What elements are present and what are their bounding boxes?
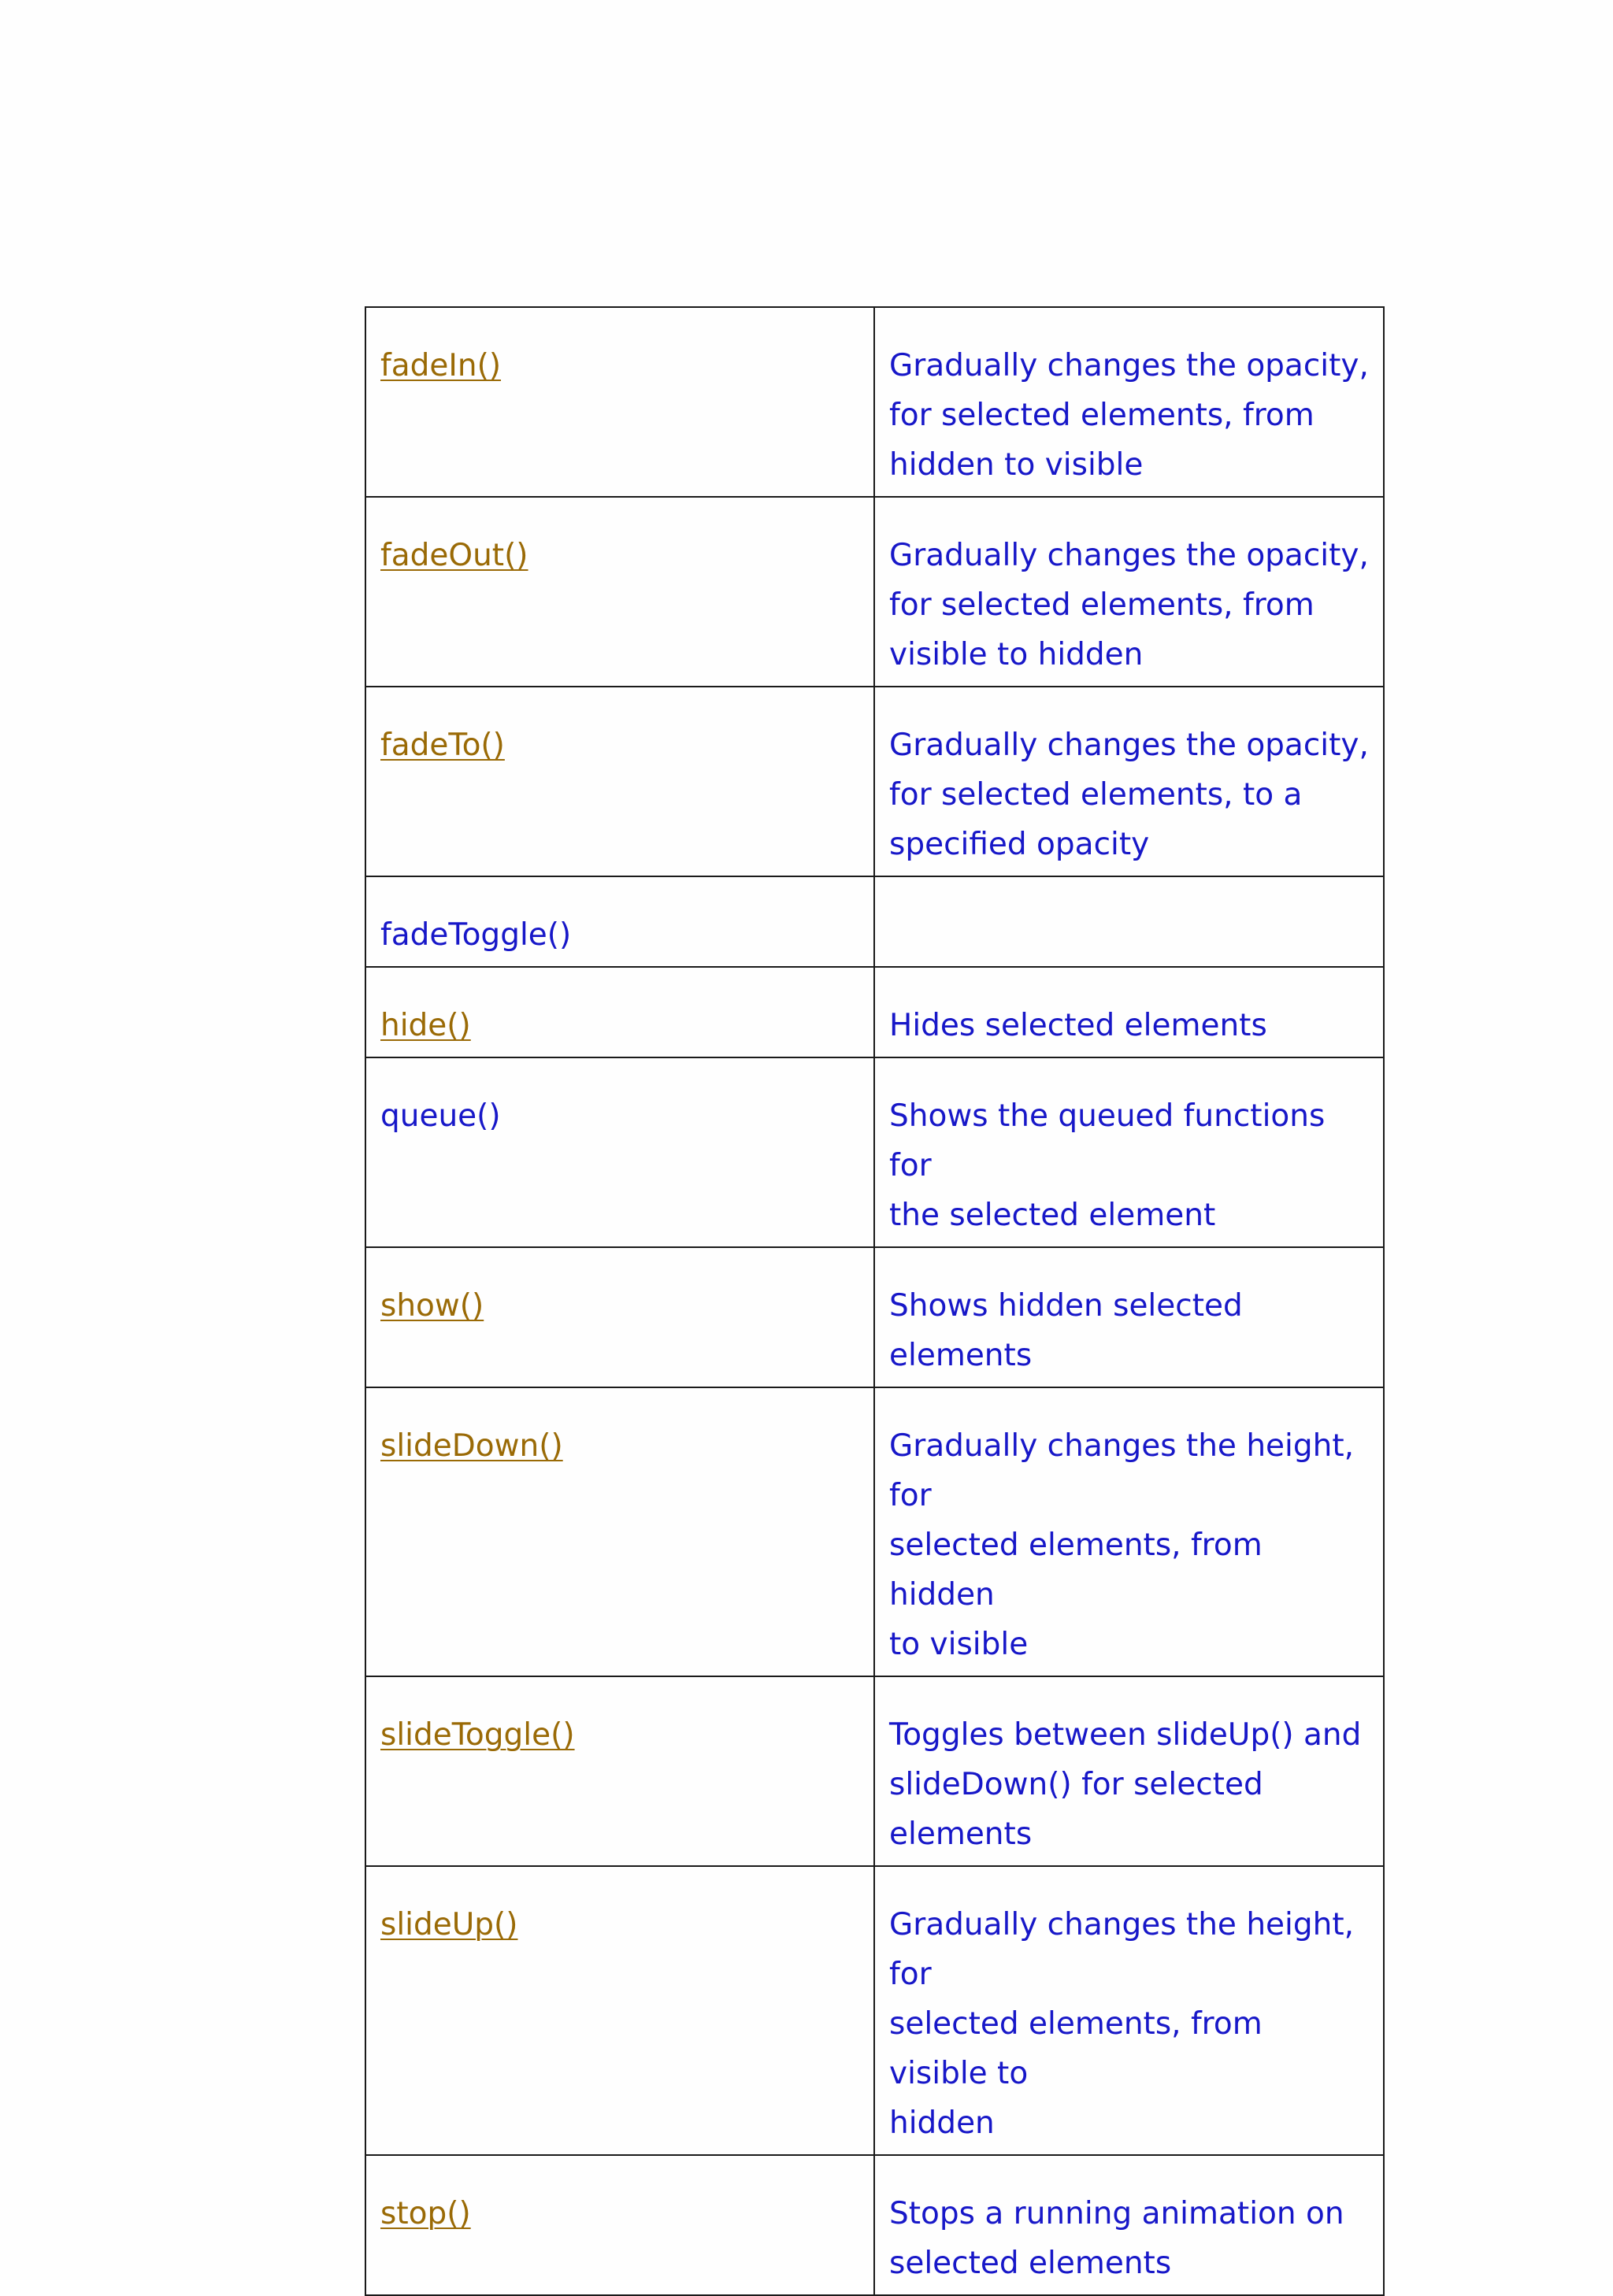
- method-cell: [365, 1247, 874, 1387]
- description-cell: [874, 687, 1384, 876]
- description-line: hidden to visible: [889, 447, 1144, 483]
- table-row: [365, 2155, 1384, 2295]
- description-cell: [874, 307, 1384, 497]
- table-row: [365, 876, 1384, 967]
- description-line: selected elements, from hidden: [889, 1528, 1263, 1613]
- description-line: Gradually changes the opacity,: [889, 538, 1369, 573]
- method-cell: [365, 307, 874, 497]
- method-link-slidetoggle[interactable]: slideToggle(): [380, 1717, 575, 1753]
- description-line: Gradually changes the height, for: [889, 1428, 1355, 1513]
- table-row: [365, 1387, 1384, 1676]
- description-line: the selected element: [889, 1198, 1216, 1233]
- description-cell: [874, 497, 1384, 687]
- method-link-hide[interactable]: hide(): [380, 1008, 471, 1043]
- description-line: slideDown() for selected: [889, 1767, 1263, 1802]
- table-row: [365, 687, 1384, 876]
- method-link-show[interactable]: show(): [380, 1288, 484, 1324]
- description-cell: [874, 1387, 1384, 1676]
- description-line: Hides selected elements: [889, 1008, 1267, 1043]
- description-line: for selected elements, from: [889, 398, 1315, 433]
- method-cell: [365, 1387, 874, 1676]
- description-line: to visible: [889, 1627, 1029, 1662]
- description-line: hidden: [889, 2105, 995, 2141]
- method-cell: [365, 967, 874, 1057]
- description-line: Gradually changes the opacity,: [889, 348, 1369, 383]
- description-line: Shows hidden selected elements: [889, 1288, 1243, 1373]
- description-line: Shows the queued functions for: [889, 1098, 1326, 1183]
- method-name-fadetoggle: fadeToggle(): [380, 917, 572, 953]
- description-cell: [874, 967, 1384, 1057]
- method-link-slideup[interactable]: slideUp(): [380, 1907, 518, 1942]
- description-line: specified opacity: [889, 827, 1150, 862]
- table-row: [365, 1676, 1384, 1866]
- table-row: [365, 1866, 1384, 2155]
- method-cell: [365, 1057, 874, 1247]
- method-link-fadein[interactable]: fadeIn(): [380, 348, 502, 383]
- description-line: Stops a running animation on: [889, 2196, 1344, 2231]
- method-link-stop[interactable]: stop(): [380, 2196, 471, 2231]
- method-link-fadeto[interactable]: fadeTo(): [380, 728, 505, 763]
- description-cell: [874, 1866, 1384, 2155]
- table-row: [365, 1247, 1384, 1387]
- table-row: [365, 497, 1384, 687]
- description-line: selected elements, from visible to: [889, 2006, 1263, 2091]
- description-line: Toggles between slideUp() and: [889, 1717, 1362, 1753]
- method-cell: [365, 497, 874, 687]
- jquery-effects-table: [365, 306, 1385, 2296]
- method-cell: [365, 2155, 874, 2295]
- description-cell-empty: [874, 876, 1384, 967]
- method-cell: [365, 1866, 874, 2155]
- method-cell: [365, 876, 874, 967]
- description-cell: [874, 2155, 1384, 2295]
- method-link-fadeout[interactable]: fadeOut(): [380, 538, 528, 573]
- method-cell: [365, 687, 874, 876]
- method-link-slidedown[interactable]: slideDown(): [380, 1428, 563, 1464]
- description-line: Gradually changes the height, for: [889, 1907, 1355, 1992]
- table-row: [365, 967, 1384, 1057]
- method-cell: [365, 1676, 874, 1866]
- description-line: elements: [889, 1816, 1033, 1852]
- description-cell: [874, 1247, 1384, 1387]
- description-line: for selected elements, from: [889, 587, 1315, 623]
- description-cell: [874, 1676, 1384, 1866]
- description-line: visible to hidden: [889, 637, 1144, 672]
- description-line: for selected elements, to a: [889, 777, 1303, 813]
- description-line: Gradually changes the opacity,: [889, 728, 1369, 763]
- table-row: [365, 1057, 1384, 1247]
- description-line: selected elements: [889, 2246, 1172, 2281]
- table-row: [365, 307, 1384, 497]
- description-cell: [874, 1057, 1384, 1247]
- method-name-queue: queue(): [380, 1098, 501, 1134]
